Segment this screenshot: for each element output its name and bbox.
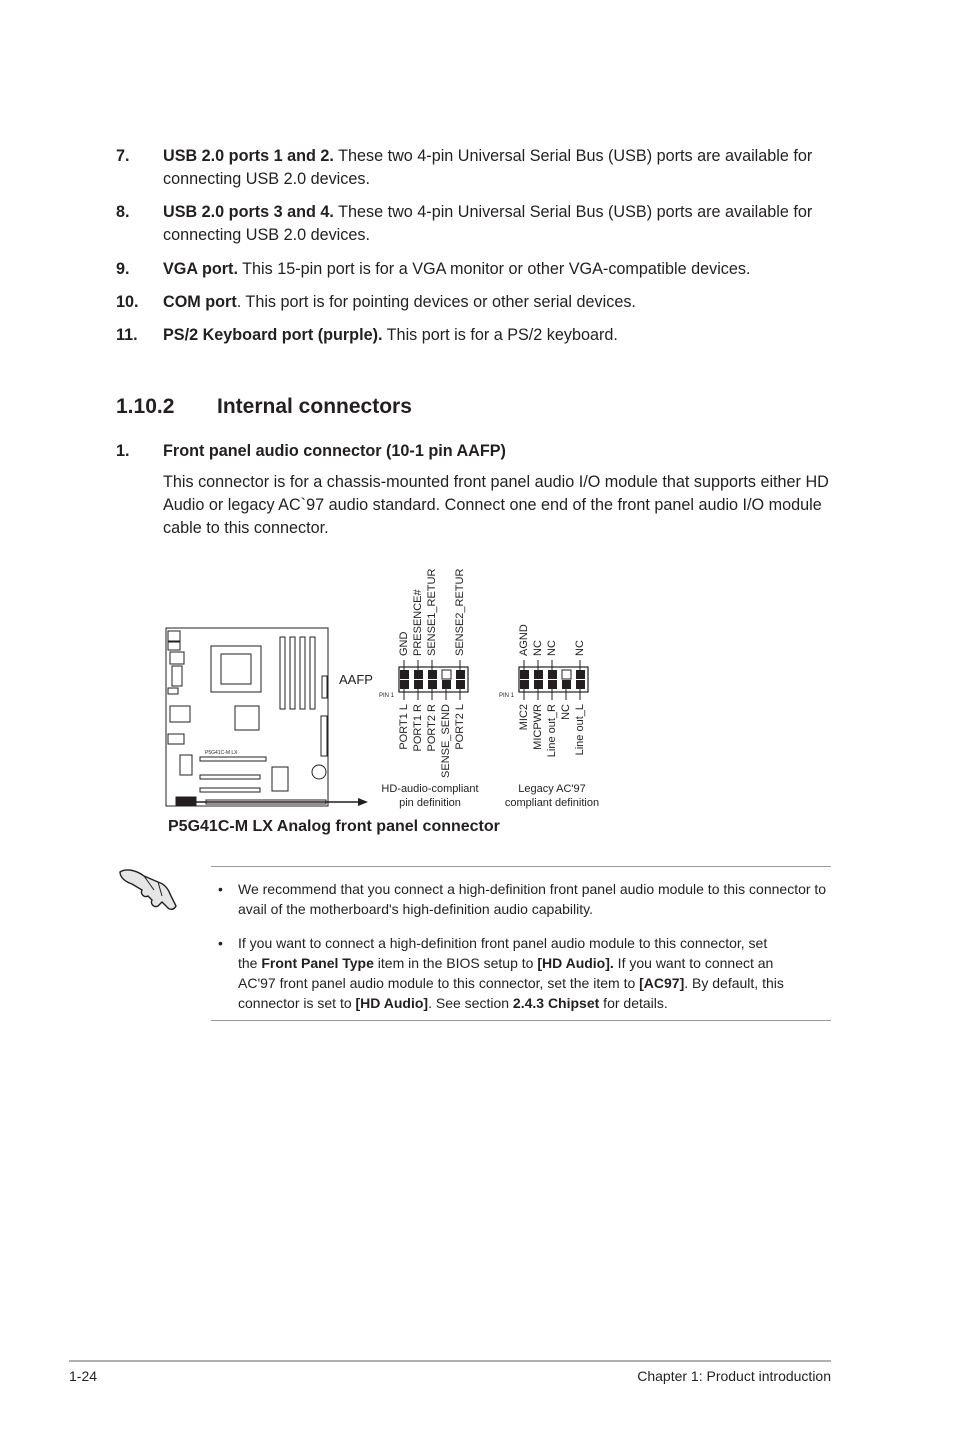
hd-pin1-label: PIN 1 xyxy=(379,693,395,699)
page-number: 1-24 xyxy=(69,1368,98,1384)
ac97-bottom-pin-label: Line out_R xyxy=(546,704,558,758)
ac97-pin1-label: PIN 1 xyxy=(499,693,515,699)
hd-bottom-pin-label: PORT1 R xyxy=(412,704,424,752)
ac97-top-pin-label: NC xyxy=(546,640,558,656)
hd-pin-header xyxy=(399,660,468,700)
hd-caption-line1: HD-audio-compliant xyxy=(381,783,479,795)
motherboard-layout-icon xyxy=(166,628,328,806)
aafp-label: AAFP xyxy=(339,672,373,687)
section-title: Internal connectors xyxy=(217,395,412,418)
subsection-description: This connector is for a chassis-mounted front panel audio I/O module that supports either HD Audio or legacy AC`97 audio standard. Connect one end of the front panel audio I/O module cable to this connector. xyxy=(163,473,829,537)
hd-top-pin-label: PRESENCE# xyxy=(412,589,424,656)
ac97-top-pin-label: NC xyxy=(574,640,586,656)
hand-note-icon xyxy=(114,862,180,914)
note-bottom-rule xyxy=(211,1020,831,1021)
hd-top-pin-label: SENSE2_RETUR xyxy=(454,568,466,656)
hd-bottom-pin-label: PORT1 L xyxy=(398,704,410,750)
ac97-top-pin-label: NC xyxy=(532,640,544,656)
arrow-head-icon xyxy=(358,798,368,806)
ac97-bottom-pin-label: Line out_L xyxy=(574,704,586,756)
chapter-title: Chapter 1: Product introduction xyxy=(637,1368,831,1384)
ac97-bottom-pin-label: MIC2 xyxy=(518,704,530,731)
ac97-pin-header xyxy=(519,660,588,700)
ac97-top-pin-label: AGND xyxy=(518,624,530,656)
board-label: P5G41C-M LX xyxy=(205,750,238,756)
hd-bottom-pin-label: SENSE_SEND xyxy=(440,704,452,778)
hd-top-pin-label: SENSE1_RETUR xyxy=(426,568,438,656)
diagram-caption: P5G41C-M LX Analog front panel connector xyxy=(168,818,500,835)
ac97-caption-line2: compliant definition xyxy=(504,797,600,809)
ac97-bottom-pin-label: MICPWR xyxy=(532,704,544,750)
ac97-bottom-pin-label: NC xyxy=(560,704,572,720)
hd-bottom-pin-label: PORT2 L xyxy=(454,704,466,750)
note-top-rule xyxy=(211,866,831,867)
hd-top-pin-label: GND xyxy=(398,631,410,656)
hd-caption-line2: pin definition xyxy=(399,797,461,809)
ac97-caption-line1: Legacy AC'97 xyxy=(518,783,586,795)
hd-bottom-pin-label: PORT2 R xyxy=(426,704,438,752)
section-number: 1.10.2 xyxy=(116,395,175,418)
footer-rule xyxy=(69,1360,831,1362)
